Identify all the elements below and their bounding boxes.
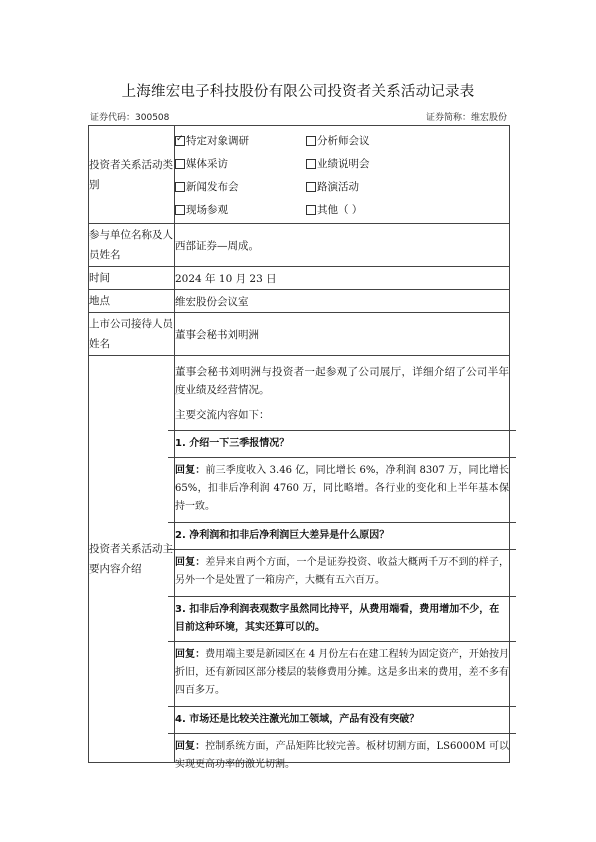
answer-text: 费用端主要是新园区在 4 月份左右在建工程转为固定资产，开始按月折旧，还有新园区部分楼层的装修费用分摊。这是多出来的费用，差不多有四百多万。 xyxy=(175,649,509,696)
answer xyxy=(168,641,516,706)
answer-text: 控制系统方面，产品矩阵比较完善。板材切割方面，LS6000M 可以实现更高功率的激光切割。 xyxy=(175,741,510,770)
row-time xyxy=(89,267,510,290)
activity-option-label: 新闻发布会 xyxy=(186,181,239,193)
answer-prefix: 回复： xyxy=(175,465,206,476)
activity-option xyxy=(175,201,306,219)
location-label: 地点 xyxy=(89,290,175,313)
activity-option xyxy=(306,201,509,219)
activity-type-label: 投资者关系活动类别 xyxy=(89,126,175,224)
activity-option-label: 路演活动 xyxy=(317,181,359,193)
checkbox-icon xyxy=(306,136,316,146)
security-abbr: 证券简称：维宏股份 xyxy=(425,113,507,123)
checkbox-icon xyxy=(306,205,316,215)
question: 3. 扣非后净利润表观数字虽然同比持平，从费用端看，费用增加不少，在目前这种环境，其实还算可以的。 xyxy=(168,596,516,641)
activity-option xyxy=(306,132,509,150)
participants-label: 参与单位名称及人员姓名 xyxy=(89,224,175,267)
checkbox-icon xyxy=(175,182,185,192)
answer-prefix: 回复： xyxy=(175,649,206,660)
question: 2. 净利润和扣非后净利润巨大差异是什么原因？ xyxy=(168,522,516,549)
security-code: 证券代码：300508 xyxy=(90,113,170,123)
checked-box-icon xyxy=(175,136,185,146)
answer xyxy=(168,549,516,596)
time-label: 时间 xyxy=(89,267,175,290)
activity-option xyxy=(306,178,509,196)
activity-type-options xyxy=(175,126,510,224)
reception-label: 上市公司接待人员姓名 xyxy=(89,313,175,356)
checkbox-icon xyxy=(306,159,316,169)
activity-option-label: 其他（ ） xyxy=(317,204,363,216)
qa-list xyxy=(175,430,510,770)
answer-prefix: 回复： xyxy=(175,557,206,568)
checkbox-icon xyxy=(175,159,185,169)
activity-option-label: 分析师会议 xyxy=(317,135,370,147)
activity-option xyxy=(175,178,306,196)
checkbox-icon xyxy=(306,182,316,192)
question: 1. 介绍一下三季报情况？ xyxy=(168,430,516,457)
reception-value: 董事会秘书刘明洲 xyxy=(175,313,510,356)
content-label: 投资者关系活动主要内容介绍 xyxy=(89,356,175,763)
row-reception xyxy=(89,313,510,356)
activity-option-label: 现场参观 xyxy=(186,204,228,216)
row-activity-type xyxy=(89,126,510,224)
record-table xyxy=(88,125,510,770)
activity-option xyxy=(175,132,306,150)
location-value: 维宏股份会议室 xyxy=(175,290,510,313)
answer-text: 差异来自两个方面，一个是证券投资、收益大概两千万不到的样子，另外一个是处置了一箱房产，大概有五六百万。 xyxy=(175,557,509,586)
answer-text: 前三季度收入 3.46 亿，同比增长 6%，净利润 8307 万，同比增长 65%，扣非后净利润 4760 万，同比略增。各行业的变化和上半年基本保持一致。 xyxy=(175,465,509,512)
row-participants xyxy=(89,224,510,267)
content-intro: 董事会秘书刘明洲与投资者一起参观了公司展厅，详细介绍了公司半年度业绩及经营情况。 xyxy=(175,366,509,396)
answer-prefix: 回复： xyxy=(175,741,206,752)
row-location xyxy=(89,290,510,313)
activity-option xyxy=(306,155,509,173)
participants-value: 西部证券—周成。 xyxy=(175,224,510,267)
content-body xyxy=(175,356,510,770)
answer xyxy=(168,733,516,770)
activity-option xyxy=(175,155,306,173)
document-title: 上海维宏电子科技股份有限公司投资者关系活动记录表 xyxy=(121,84,475,100)
question: 4. 市场还是比较关注激光加工领域，产品有没有突破？ xyxy=(168,706,516,733)
activity-option-label: 特定对象调研 xyxy=(186,135,249,147)
activity-option-label: 媒体采访 xyxy=(186,158,228,170)
content-lead: 主要交流内容如下： xyxy=(175,409,270,421)
answer xyxy=(168,457,516,522)
time-value: 2024 年 10 月 23 日 xyxy=(175,267,510,290)
row-content xyxy=(89,356,510,763)
checkbox-icon xyxy=(175,205,185,215)
activity-option-label: 业绩说明会 xyxy=(317,158,370,170)
